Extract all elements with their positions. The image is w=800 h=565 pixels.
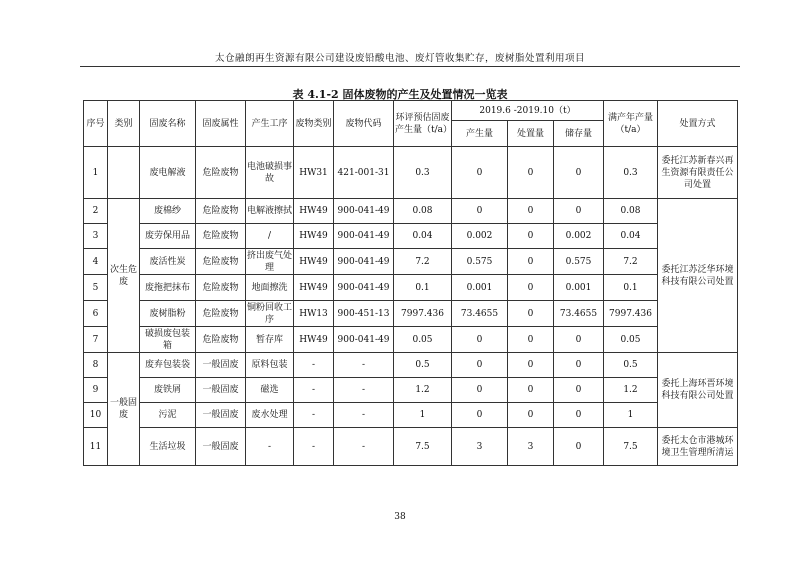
- cell-produced: 0: [452, 327, 508, 353]
- cell-stored: 0: [554, 428, 604, 466]
- cell-eia: 0.3: [394, 147, 452, 199]
- cell-name: 废电解液: [140, 147, 196, 199]
- cell-attribute: 危险废物: [196, 224, 246, 249]
- cell-produced: 0: [452, 378, 508, 403]
- cell-waste-code: 900-041-49: [334, 327, 394, 353]
- cell-disposed: 3: [508, 428, 554, 466]
- cell-attribute: 一般固废: [196, 378, 246, 403]
- cell-attribute: 危险废物: [196, 327, 246, 353]
- cell-name: 废棉纱: [140, 199, 196, 224]
- cell-name: 污泥: [140, 403, 196, 428]
- cell-waste-code: 900-041-49: [334, 275, 394, 301]
- header-process: 产生工序: [246, 101, 294, 147]
- cell-stored: 0: [554, 327, 604, 353]
- cell-produced: 0: [452, 353, 508, 378]
- cell-full: 0.5: [604, 353, 658, 378]
- cell-full: 0.3: [604, 147, 658, 199]
- header-seq: 序号: [84, 101, 108, 147]
- cell-name: 废弃包装袋: [140, 353, 196, 378]
- cell-seq: 3: [84, 224, 108, 249]
- cell-waste-code: 900-041-49: [334, 224, 394, 249]
- cell-waste-class: HW13: [294, 301, 334, 327]
- header-name: 固废名称: [140, 101, 196, 147]
- cell-seq: 6: [84, 301, 108, 327]
- cell-eia: 7.2: [394, 249, 452, 275]
- cell-disposal: 委托太仓市港城环境卫生管理所清运: [658, 428, 738, 466]
- cell-seq: 1: [84, 147, 108, 199]
- cell-category: 一般固废: [108, 353, 140, 466]
- header-period: 2019.6 -2019.10（t）: [452, 101, 604, 121]
- cell-name: 废铁屑: [140, 378, 196, 403]
- cell-disposed: 0: [508, 301, 554, 327]
- cell-process: 废水处理: [246, 403, 294, 428]
- cell-disposed: 0: [508, 249, 554, 275]
- cell-name: 废劳保用品: [140, 224, 196, 249]
- cell-waste-code: 900-041-49: [334, 249, 394, 275]
- cell-full: 0.08: [604, 199, 658, 224]
- cell-eia: 7997.436: [394, 301, 452, 327]
- cell-attribute: 危险废物: [196, 275, 246, 301]
- header-stored: 储存量: [554, 121, 604, 147]
- cell-name: 生活垃圾: [140, 428, 196, 466]
- cell-full: 7997.436: [604, 301, 658, 327]
- table-row: [84, 249, 738, 275]
- cell-disposed: 0: [508, 275, 554, 301]
- cell-name: 废树脂粉: [140, 301, 196, 327]
- header-attribute: 固废属性: [196, 101, 246, 147]
- cell-disposed: 0: [508, 353, 554, 378]
- cell-waste-code: -: [334, 378, 394, 403]
- cell-eia: 1: [394, 403, 452, 428]
- cell-attribute: 危险废物: [196, 249, 246, 275]
- cell-waste-class: -: [294, 353, 334, 378]
- cell-process: 原料包装: [246, 353, 294, 378]
- cell-waste-class: -: [294, 378, 334, 403]
- cell-stored: 0: [554, 199, 604, 224]
- cell-disposed: 0: [508, 147, 554, 199]
- cell-waste-code: -: [334, 353, 394, 378]
- cell-disposed: 0: [508, 224, 554, 249]
- cell-stored: 0.002: [554, 224, 604, 249]
- cell-category: 次生危废: [108, 199, 140, 353]
- cell-waste-class: HW49: [294, 275, 334, 301]
- header-waste-code: 废物代码: [334, 101, 394, 147]
- cell-full: 0.05: [604, 327, 658, 353]
- cell-seq: 8: [84, 353, 108, 378]
- cell-process: 挤出废气处理: [247, 250, 293, 273]
- cell-stored: 0.575: [554, 249, 604, 275]
- table-row: [84, 199, 738, 224]
- cell-process: 地面擦洗: [246, 275, 294, 301]
- cell-process: 铜粉回收工序: [247, 302, 293, 325]
- cell-disposed: 0: [508, 403, 554, 428]
- cell-full: 0.1: [604, 275, 658, 301]
- page-header: 太仓融朗再生资源有限公司建设废铅酸电池、废灯管收集贮存，废树脂处置利用项目: [214, 53, 585, 64]
- cell-attribute: 一般固废: [196, 403, 246, 428]
- header-eia-estimate: 环评预估固废产生量（t/a）: [394, 101, 452, 147]
- cell-produced: 0.001: [452, 275, 508, 301]
- table-row: [84, 275, 738, 301]
- cell-eia: 7.5: [394, 428, 452, 466]
- cell-waste-code: 421-001-31: [334, 147, 394, 199]
- cell-waste-class: -: [294, 428, 334, 466]
- cell-seq: 5: [84, 275, 108, 301]
- cell-waste-class: HW49: [294, 249, 334, 275]
- cell-attribute: 一般固废: [196, 353, 246, 378]
- cell-stored: 0: [554, 147, 604, 199]
- cell-process: 磁选: [246, 378, 294, 403]
- cell-produced: 0: [452, 403, 508, 428]
- cell-process: 电池破损事故: [246, 147, 294, 199]
- table-row: [84, 147, 738, 199]
- cell-name: 破损废包装箱: [140, 327, 196, 353]
- cell-seq: 10: [84, 403, 108, 428]
- cell-disposal: 委托江苏新春兴再生资源有限责任公司处置: [658, 147, 738, 199]
- cell-waste-class: HW31: [294, 147, 334, 199]
- page-number: 38: [394, 512, 406, 522]
- cell-name: 废活性炭: [140, 249, 196, 275]
- cell-attribute: 危险废物: [196, 301, 246, 327]
- cell-stored: 0: [554, 353, 604, 378]
- cell-full: 7.2: [604, 249, 658, 275]
- table-row: [84, 403, 738, 428]
- header-produced: 产生量: [452, 121, 508, 147]
- cell-full: 7.5: [604, 428, 658, 466]
- cell-seq: 4: [84, 249, 108, 275]
- cell-stored: 0.001: [554, 275, 604, 301]
- cell-stored: 73.4655: [554, 301, 604, 327]
- cell-waste-class: HW49: [294, 327, 334, 353]
- cell-waste-code: -: [334, 428, 394, 466]
- cell-eia: 0.05: [394, 327, 452, 353]
- cell-seq: 9: [84, 378, 108, 403]
- cell-eia: 0.1: [394, 275, 452, 301]
- header-category: 类别: [108, 101, 140, 147]
- cell-produced: 0.575: [452, 249, 508, 275]
- cell-process: 电解液擦拭: [246, 199, 294, 224]
- cell-name: 废拖把抹布: [140, 275, 196, 301]
- cell-waste-class: HW49: [294, 224, 334, 249]
- cell-disposed: 0: [508, 327, 554, 353]
- cell-eia: 0.08: [394, 199, 452, 224]
- header-full-capacity: 满产年产量（t/a）: [604, 101, 658, 147]
- table-row: [84, 301, 738, 327]
- header-rule: [80, 66, 740, 67]
- cell-produced: 3: [452, 428, 508, 466]
- cell-seq: 2: [84, 199, 108, 224]
- cell-attribute: 危险废物: [196, 199, 246, 224]
- table-row: [84, 353, 738, 378]
- table-row: [84, 327, 738, 353]
- header-waste-class: 废物类别: [294, 101, 334, 147]
- cell-disposal: 委托江苏泛华环境科技有限公司处置: [658, 199, 738, 353]
- cell-attribute: 一般固废: [196, 428, 246, 466]
- solid-waste-table: [83, 100, 738, 466]
- table-row: [84, 224, 738, 249]
- cell-seq: 7: [84, 327, 108, 353]
- cell-produced: 0.002: [452, 224, 508, 249]
- cell-waste-class: HW49: [294, 199, 334, 224]
- table-title: 表 4.1-2 固体废物的产生及处置情况一览表: [292, 88, 508, 101]
- cell-full: 1: [604, 403, 658, 428]
- cell-waste-class: -: [294, 403, 334, 428]
- cell-process: 暂存库: [246, 327, 294, 353]
- cell-produced: 73.4655: [452, 301, 508, 327]
- table-row: [84, 378, 738, 403]
- cell-full: 0.04: [604, 224, 658, 249]
- cell-attribute: 危险废物: [196, 147, 246, 199]
- cell-category-empty: [108, 147, 140, 199]
- cell-full: 1.2: [604, 378, 658, 403]
- cell-stored: 0: [554, 378, 604, 403]
- cell-eia: 1.2: [394, 378, 452, 403]
- cell-disposed: 0: [508, 199, 554, 224]
- cell-stored: 0: [554, 403, 604, 428]
- cell-disposal: 委托上海环晋环境科技有限公司处置: [658, 353, 738, 428]
- table-row: [84, 428, 738, 466]
- cell-waste-code: 900-451-13: [334, 301, 394, 327]
- cell-eia: 0.04: [394, 224, 452, 249]
- cell-waste-code: -: [334, 403, 394, 428]
- cell-process: /: [246, 224, 294, 249]
- cell-eia: 0.5: [394, 353, 452, 378]
- cell-disposed: 0: [508, 378, 554, 403]
- cell-produced: 0: [452, 199, 508, 224]
- cell-process: -: [246, 428, 294, 466]
- cell-produced: 0: [452, 147, 508, 199]
- cell-seq: 11: [84, 428, 108, 466]
- header-disposal-method: 处置方式: [658, 101, 738, 147]
- cell-waste-code: 900-041-49: [334, 199, 394, 224]
- header-disposed: 处置量: [508, 121, 554, 147]
